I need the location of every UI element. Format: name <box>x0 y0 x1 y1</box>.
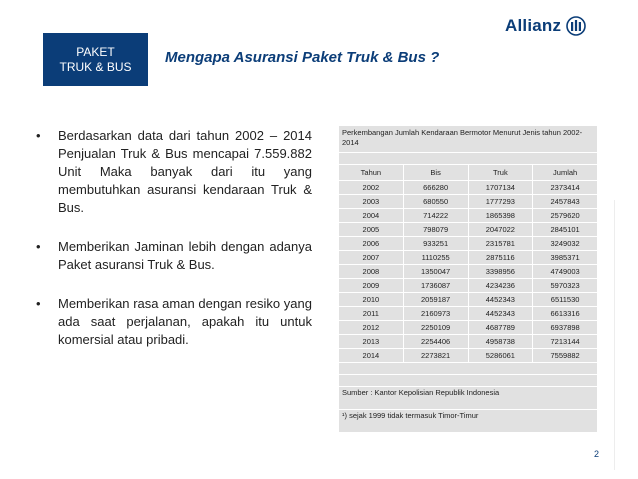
cell-bus: 798079 <box>403 223 468 237</box>
cell-bus: 1350047 <box>403 265 468 279</box>
cell-total: 4749003 <box>533 265 598 279</box>
blank-row <box>339 153 598 165</box>
table-row <box>339 251 598 265</box>
cell-bus: 2059187 <box>403 293 468 307</box>
header-total: Jumlah <box>533 165 598 181</box>
cell-bus: 1110255 <box>403 251 468 265</box>
cell-bus: 933251 <box>403 237 468 251</box>
table-row <box>339 335 598 349</box>
cell-year: 2006 <box>339 237 404 251</box>
allianz-logo <box>505 16 586 36</box>
cell-truck: 2047022 <box>468 223 533 237</box>
section-tag <box>43 33 148 86</box>
table-note: ¹) sejak 1999 tidak termasuk Timor-Timur <box>339 410 598 433</box>
table-caption: Perkembangan Jumlah Kendaraan Bermotor Menurut Jenis tahun 2002-2014 <box>339 126 598 153</box>
cell-total: 6937898 <box>533 321 598 335</box>
table-header-row <box>339 165 598 181</box>
table-row <box>339 265 598 279</box>
cell-bus: 714222 <box>403 209 468 223</box>
cell-year: 2014 <box>339 349 404 363</box>
cell-total: 7213144 <box>533 335 598 349</box>
cell-total: 2579620 <box>533 209 598 223</box>
cell-truck: 5286061 <box>468 349 533 363</box>
header-bus: Bis <box>403 165 468 181</box>
cell-bus: 2160973 <box>403 307 468 321</box>
cell-truck: 1707134 <box>468 181 533 195</box>
cell-truck: 4687789 <box>468 321 533 335</box>
cell-bus: 1736087 <box>403 279 468 293</box>
section-tag-line1: PAKET <box>76 44 115 59</box>
cell-bus: 666280 <box>403 181 468 195</box>
cell-year: 2013 <box>339 335 404 349</box>
cell-year: 2009 <box>339 279 404 293</box>
cell-total: 2457843 <box>533 195 598 209</box>
cell-year: 2007 <box>339 251 404 265</box>
table-row <box>339 349 598 363</box>
cell-total: 2373414 <box>533 181 598 195</box>
header-year: Tahun <box>339 165 404 181</box>
cell-truck: 1865398 <box>468 209 533 223</box>
cell-total: 6613316 <box>533 307 598 321</box>
bullet-item <box>34 238 312 274</box>
cell-year: 2005 <box>339 223 404 237</box>
cell-truck: 4234236 <box>468 279 533 293</box>
slide-title: Mengapa Asuransi Paket Truk & Bus ? <box>165 49 440 66</box>
cell-bus: 680550 <box>403 195 468 209</box>
blank-row <box>339 363 598 375</box>
cell-bus: 2254406 <box>403 335 468 349</box>
cell-truck: 3398956 <box>468 265 533 279</box>
table-row <box>339 307 598 321</box>
cell-truck: 2315781 <box>468 237 533 251</box>
cell-year: 2004 <box>339 209 404 223</box>
cell-bus: 2273821 <box>403 349 468 363</box>
section-tag-line2: TRUK & BUS <box>59 59 132 74</box>
table-row <box>339 223 598 237</box>
page-number: 2 <box>594 449 600 459</box>
cell-bus: 2250109 <box>403 321 468 335</box>
table-row <box>339 209 598 223</box>
cell-total: 7559882 <box>533 349 598 363</box>
cell-year: 2011 <box>339 307 404 321</box>
blank-row <box>339 375 598 387</box>
bullet-dot: • <box>36 128 41 143</box>
cell-year: 2002 <box>339 181 404 195</box>
table-row <box>339 279 598 293</box>
cell-truck: 1777293 <box>468 195 533 209</box>
bullet-list <box>34 127 312 370</box>
cell-year: 2010 <box>339 293 404 307</box>
cell-truck: 4452343 <box>468 293 533 307</box>
table-row <box>339 321 598 335</box>
bullet-item <box>34 295 312 349</box>
bullet-text: Berdasarkan data dari tahun 2002 – 2014 Penjualan Truk & Bus mencapai 7.559.882 Unit Maka banyak dari itu yang membutuhkan asuransi kendaraan Truk & Bus. <box>58 128 312 215</box>
bullet-dot: • <box>36 296 41 311</box>
table-row <box>339 293 598 307</box>
cell-total: 2845101 <box>533 223 598 237</box>
right-divider <box>614 200 615 470</box>
table-source: Sumber : Kantor Kepolisian Republik Indonesia <box>339 387 598 410</box>
header-truck: Truk <box>468 165 533 181</box>
cell-total: 3249032 <box>533 237 598 251</box>
vehicle-statistics-table <box>338 125 598 433</box>
cell-year: 2003 <box>339 195 404 209</box>
allianz-eagle-icon <box>566 16 586 36</box>
cell-truck: 4958738 <box>468 335 533 349</box>
cell-year: 2012 <box>339 321 404 335</box>
cell-year: 2008 <box>339 265 404 279</box>
cell-truck: 4452343 <box>468 307 533 321</box>
cell-total: 3985371 <box>533 251 598 265</box>
bullet-text: Memberikan Jaminan lebih dengan adanya Paket asuransi Truk & Bus. <box>58 239 312 272</box>
table-row <box>339 181 598 195</box>
logo-text: Allianz <box>505 16 562 35</box>
table-row <box>339 237 598 251</box>
cell-total: 5970323 <box>533 279 598 293</box>
bullet-dot: • <box>36 239 41 254</box>
cell-truck: 2875116 <box>468 251 533 265</box>
bullet-text: Memberikan rasa aman dengan resiko yang ada saat perjalanan, apakah itu untuk komersial atau pribadi. <box>58 296 312 347</box>
table-row <box>339 195 598 209</box>
cell-total: 6511530 <box>533 293 598 307</box>
bullet-item <box>34 127 312 217</box>
